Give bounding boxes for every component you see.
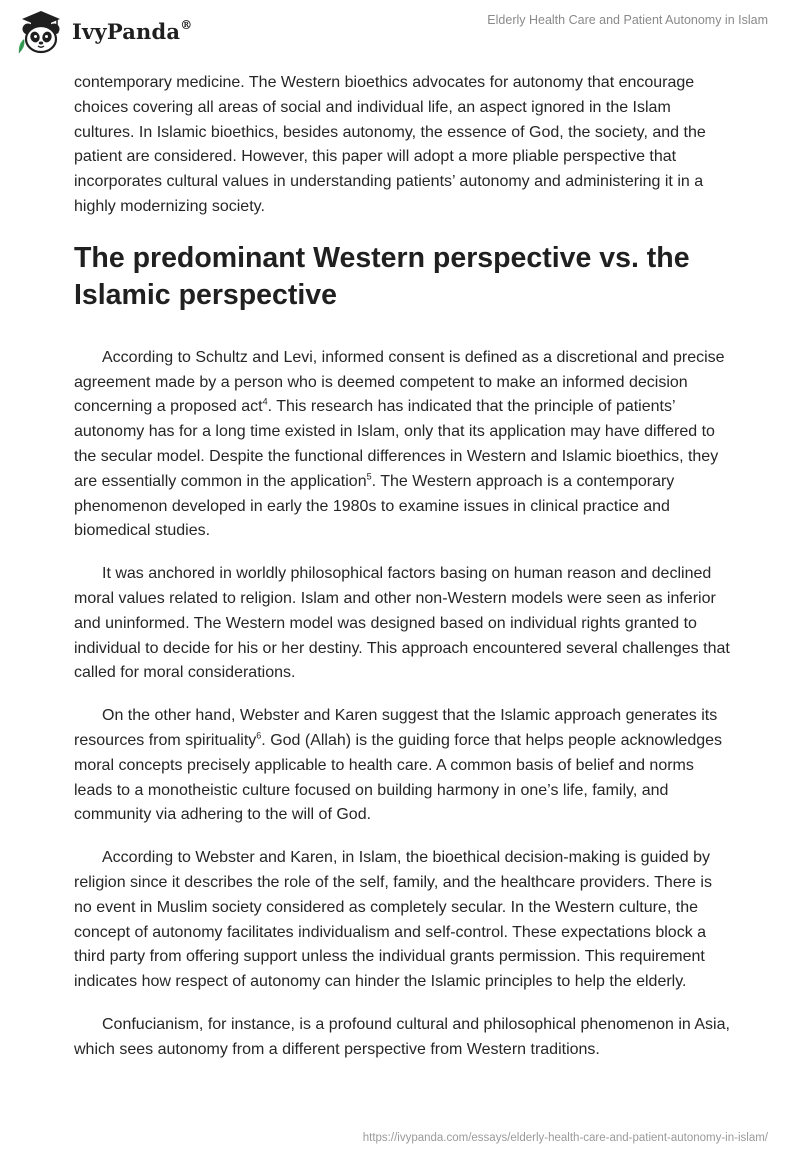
paragraph-1-part-b: . This research has indicated that the principle of patients’ autonomy has for a long time existed in Islam, only that its application may have differed to the secular model. Despite the functional differences in Western and Islamic bioethics, they are essentially common in the application [74,398,719,490]
paragraph-3-part-b: . God (Allah) is the guiding force that helps people acknowledges moral concepts precisely applicable to health care. A common basis of belief and norms leads to a monotheistic culture focused on building harmony in one’s life, family, and community via adhering to the will of God. [74,731,723,824]
page-header [0,0,800,64]
brand-label: IvyPanda [72,19,181,44]
paragraph-3 [74,704,734,828]
brand-name [72,19,192,44]
paragraph-1-part-a: According to Schultz and Levi, informed consent is defined as a discretional and precise agreement made by a person who is deemed competent to make an informed decision concerning a proposed act [74,348,725,416]
document-title: Elderly Health Care and Patient Autonomy in Islam [487,13,768,27]
footnote-ref-4[interactable]: 4 [262,397,268,408]
footnote-ref-6[interactable]: 6 [256,730,262,741]
source-url[interactable]: https://ivypanda.com/essays/elderly-health-care-and-patient-autonomy-in-islam/ [362,1132,768,1144]
paragraph-1-part-c: . The Western approach is a contemporary phenomenon developed in early the 1980s to examine issues in clinical practice and biomedical studies. [74,472,675,540]
footnote-ref-5[interactable]: 5 [366,471,372,482]
essay-content [74,71,734,1063]
paragraph-2: It was anchored in worldly philosophical factors basing on human reason and declined moral values related to religion. Islam and other non-Western models were seen as inferior and uninformed. The Western model was designed based on individual rights granted to individual to decide for his or her destiny. This approach encountered several challenges that called for moral considerations. [74,565,730,682]
paragraph-5: Confucianism, for instance, is a profound cultural and philosophical phenomenon in Asia, which sees autonomy from a different perspective from Western traditions. [74,1015,730,1058]
intro-paragraph: contemporary medicine. The Western bioethics advocates for autonomy that encourage choices covering all areas of social and individual life, an aspect ignored in the Islam cultures. In Islamic bioethics, besides autonomy, the essence of God, the society, and the patient are considered. However, this paper will adopt a more pliable perspective that incorporates cultural values in understanding patients’ autonomy and administering it in a highly modernizing society. [74,74,706,215]
paragraph-4: According to Webster and Karen, in Islam, the bioethical decision-making is guided by religion since it describes the role of the self, family, and the healthcare providers. There is no event in Muslim society considered as completely secular. In the Western culture, the concept of autonomy facilitates individualism and self-control. These expectations block a third party from offering support unless the individual grants permission. This requirement indicates how respect of autonomy can hinder the Islamic principles to help the elderly. [74,849,712,991]
registered-mark: ® [180,18,193,32]
ivypanda-logo[interactable] [16,9,201,57]
panda-graduate-icon [16,9,66,57]
section-heading: The predominant Western perspective vs. the Islamic perspective [74,241,690,311]
paragraph-3-part-a: On the other hand, Webster and Karen suggest that the Islamic approach generates its resources from spirituality [74,707,718,749]
paragraph-1 [74,346,734,544]
